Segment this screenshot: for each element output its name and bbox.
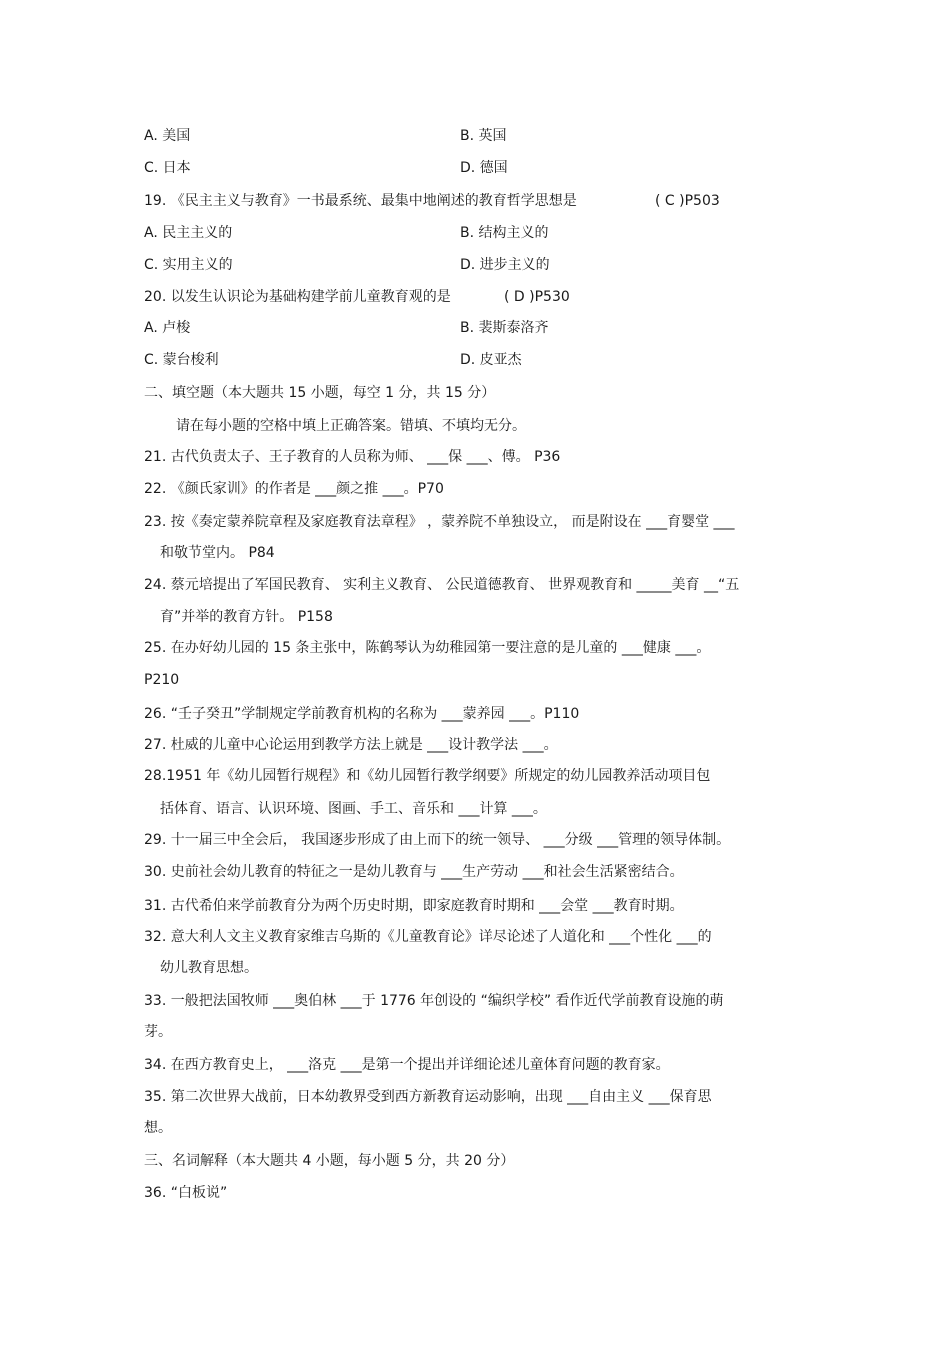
q19-option-d: D. 进步主义的 bbox=[460, 257, 550, 273]
q19-option-a: A. 民主主义的 bbox=[144, 225, 233, 241]
q20-option-a: A. 卢梭 bbox=[144, 320, 191, 336]
question-21: 21. 古代负责太子、王子教育的人员称为师、 ___保 ___、傅。 P36 bbox=[144, 449, 561, 465]
question-24: 24. 蔡元培提出了军国民教育、 实利主义教育、 公民道德教育、 世界观教育和 _____美育 __“五 bbox=[144, 577, 740, 593]
question-34: 34. 在西方教育史上， ___洛克 ___是第一个提出并详细论述儿童体育问题的教育家。 bbox=[144, 1057, 670, 1073]
question-23-cont: 和敬节堂内。 P84 bbox=[160, 545, 275, 561]
question-28: 28.1951 年《幼儿园暂行规程》和《幼儿园暂行教学纲要》所规定的幼儿园教养活动项目包 bbox=[144, 768, 711, 784]
question-36: 36. “白板说” bbox=[144, 1185, 228, 1201]
question-25-cont: P210 bbox=[144, 672, 180, 688]
q19-option-c: C. 实用主义的 bbox=[144, 257, 233, 273]
q18-option-a: A. 美国 bbox=[144, 128, 191, 144]
question-31: 31. 古代希伯来学前教育分为两个历史时期，即家庭教育时期和 ___会堂 ___教育时期。 bbox=[144, 898, 684, 914]
q20-stem: 20. 以发生认识论为基础构建学前儿童教育观的是 bbox=[144, 289, 451, 305]
question-33-cont: 芽。 bbox=[144, 1024, 172, 1040]
q19-option-b: B. 结构主义的 bbox=[460, 225, 549, 241]
q20-answer: ( D )P530 bbox=[504, 289, 570, 305]
question-25: 25. 在办好幼儿园的 15 条主张中，陈鹤琴认为幼稚园第一要注意的是儿童的 ___健康 ___。 bbox=[144, 640, 711, 656]
section3-title: 三、名词解释（本大题共 4 小题，每小题 5 分，共 20 分） bbox=[144, 1153, 515, 1169]
question-23: 23. 按《奏定蒙养院章程及家庭教育法章程》 ，蒙养院不单独设立， 而是附设在 ___育婴堂 ___ bbox=[144, 514, 735, 530]
question-26: 26. “壬子癸丑”学制规定学前教育机构的名称为 ___蒙养园 ___。P110 bbox=[144, 706, 580, 722]
q20-option-b: B. 裴斯泰洛齐 bbox=[460, 320, 549, 336]
q19-stem: 19. 《民主主义与教育》一书最系统、最集中地阐述的教育哲学思想是 bbox=[144, 193, 577, 209]
q20-option-c: C. 蒙台梭利 bbox=[144, 352, 219, 368]
question-35: 35. 第二次世界大战前，日本幼教界受到西方新教育运动影响，出现 ___自由主义 ___保育思 bbox=[144, 1089, 712, 1105]
q18-option-b: B. 英国 bbox=[460, 128, 507, 144]
question-32-cont: 幼儿教育思想。 bbox=[160, 960, 258, 976]
question-32: 32. 意大利人文主义教育家维吉乌斯的《儿童教育论》详尽论述了人道化和 ___个性化 ___的 bbox=[144, 929, 712, 945]
question-29: 29. 十一届三中全会后， 我国逐步形成了由上而下的统一领导、 ___分级 ___管理的领导体制。 bbox=[144, 832, 731, 848]
question-33: 33. 一般把法国牧师 ___奥伯林 ___于 1776 年创设的 “编织学校” 看作近代学前教育设施的萌 bbox=[144, 993, 724, 1009]
q18-option-c: C. 日本 bbox=[144, 160, 191, 176]
question-24-cont: 育”并举的教育方针。 P158 bbox=[160, 609, 333, 625]
question-30: 30. 史前社会幼儿教育的特征之一是幼儿教育与 ___生产劳动 ___和社会生活紧密结合。 bbox=[144, 864, 684, 880]
question-22: 22. 《颜氏家训》的作者是 ___颜之推 ___。P70 bbox=[144, 481, 444, 497]
q18-option-d: D. 德国 bbox=[460, 160, 508, 176]
question-35-cont: 想。 bbox=[144, 1120, 172, 1136]
q19-answer: ( C )P503 bbox=[655, 193, 720, 209]
question-28-cont: 括体育、语言、认识环境、图画、手工、音乐和 ___计算 ___。 bbox=[160, 801, 547, 817]
q20-option-d: D. 皮亚杰 bbox=[460, 352, 522, 368]
section2-instruction: 请在每小题的空格中填上正确答案。错填、不填均无分。 bbox=[176, 418, 526, 434]
section2-title: 二、填空题（本大题共 15 小题，每空 1 分，共 15 分） bbox=[144, 385, 496, 401]
question-27: 27. 杜威的儿童中心论运用到教学方法上就是 ___设计教学法 ___。 bbox=[144, 737, 558, 753]
